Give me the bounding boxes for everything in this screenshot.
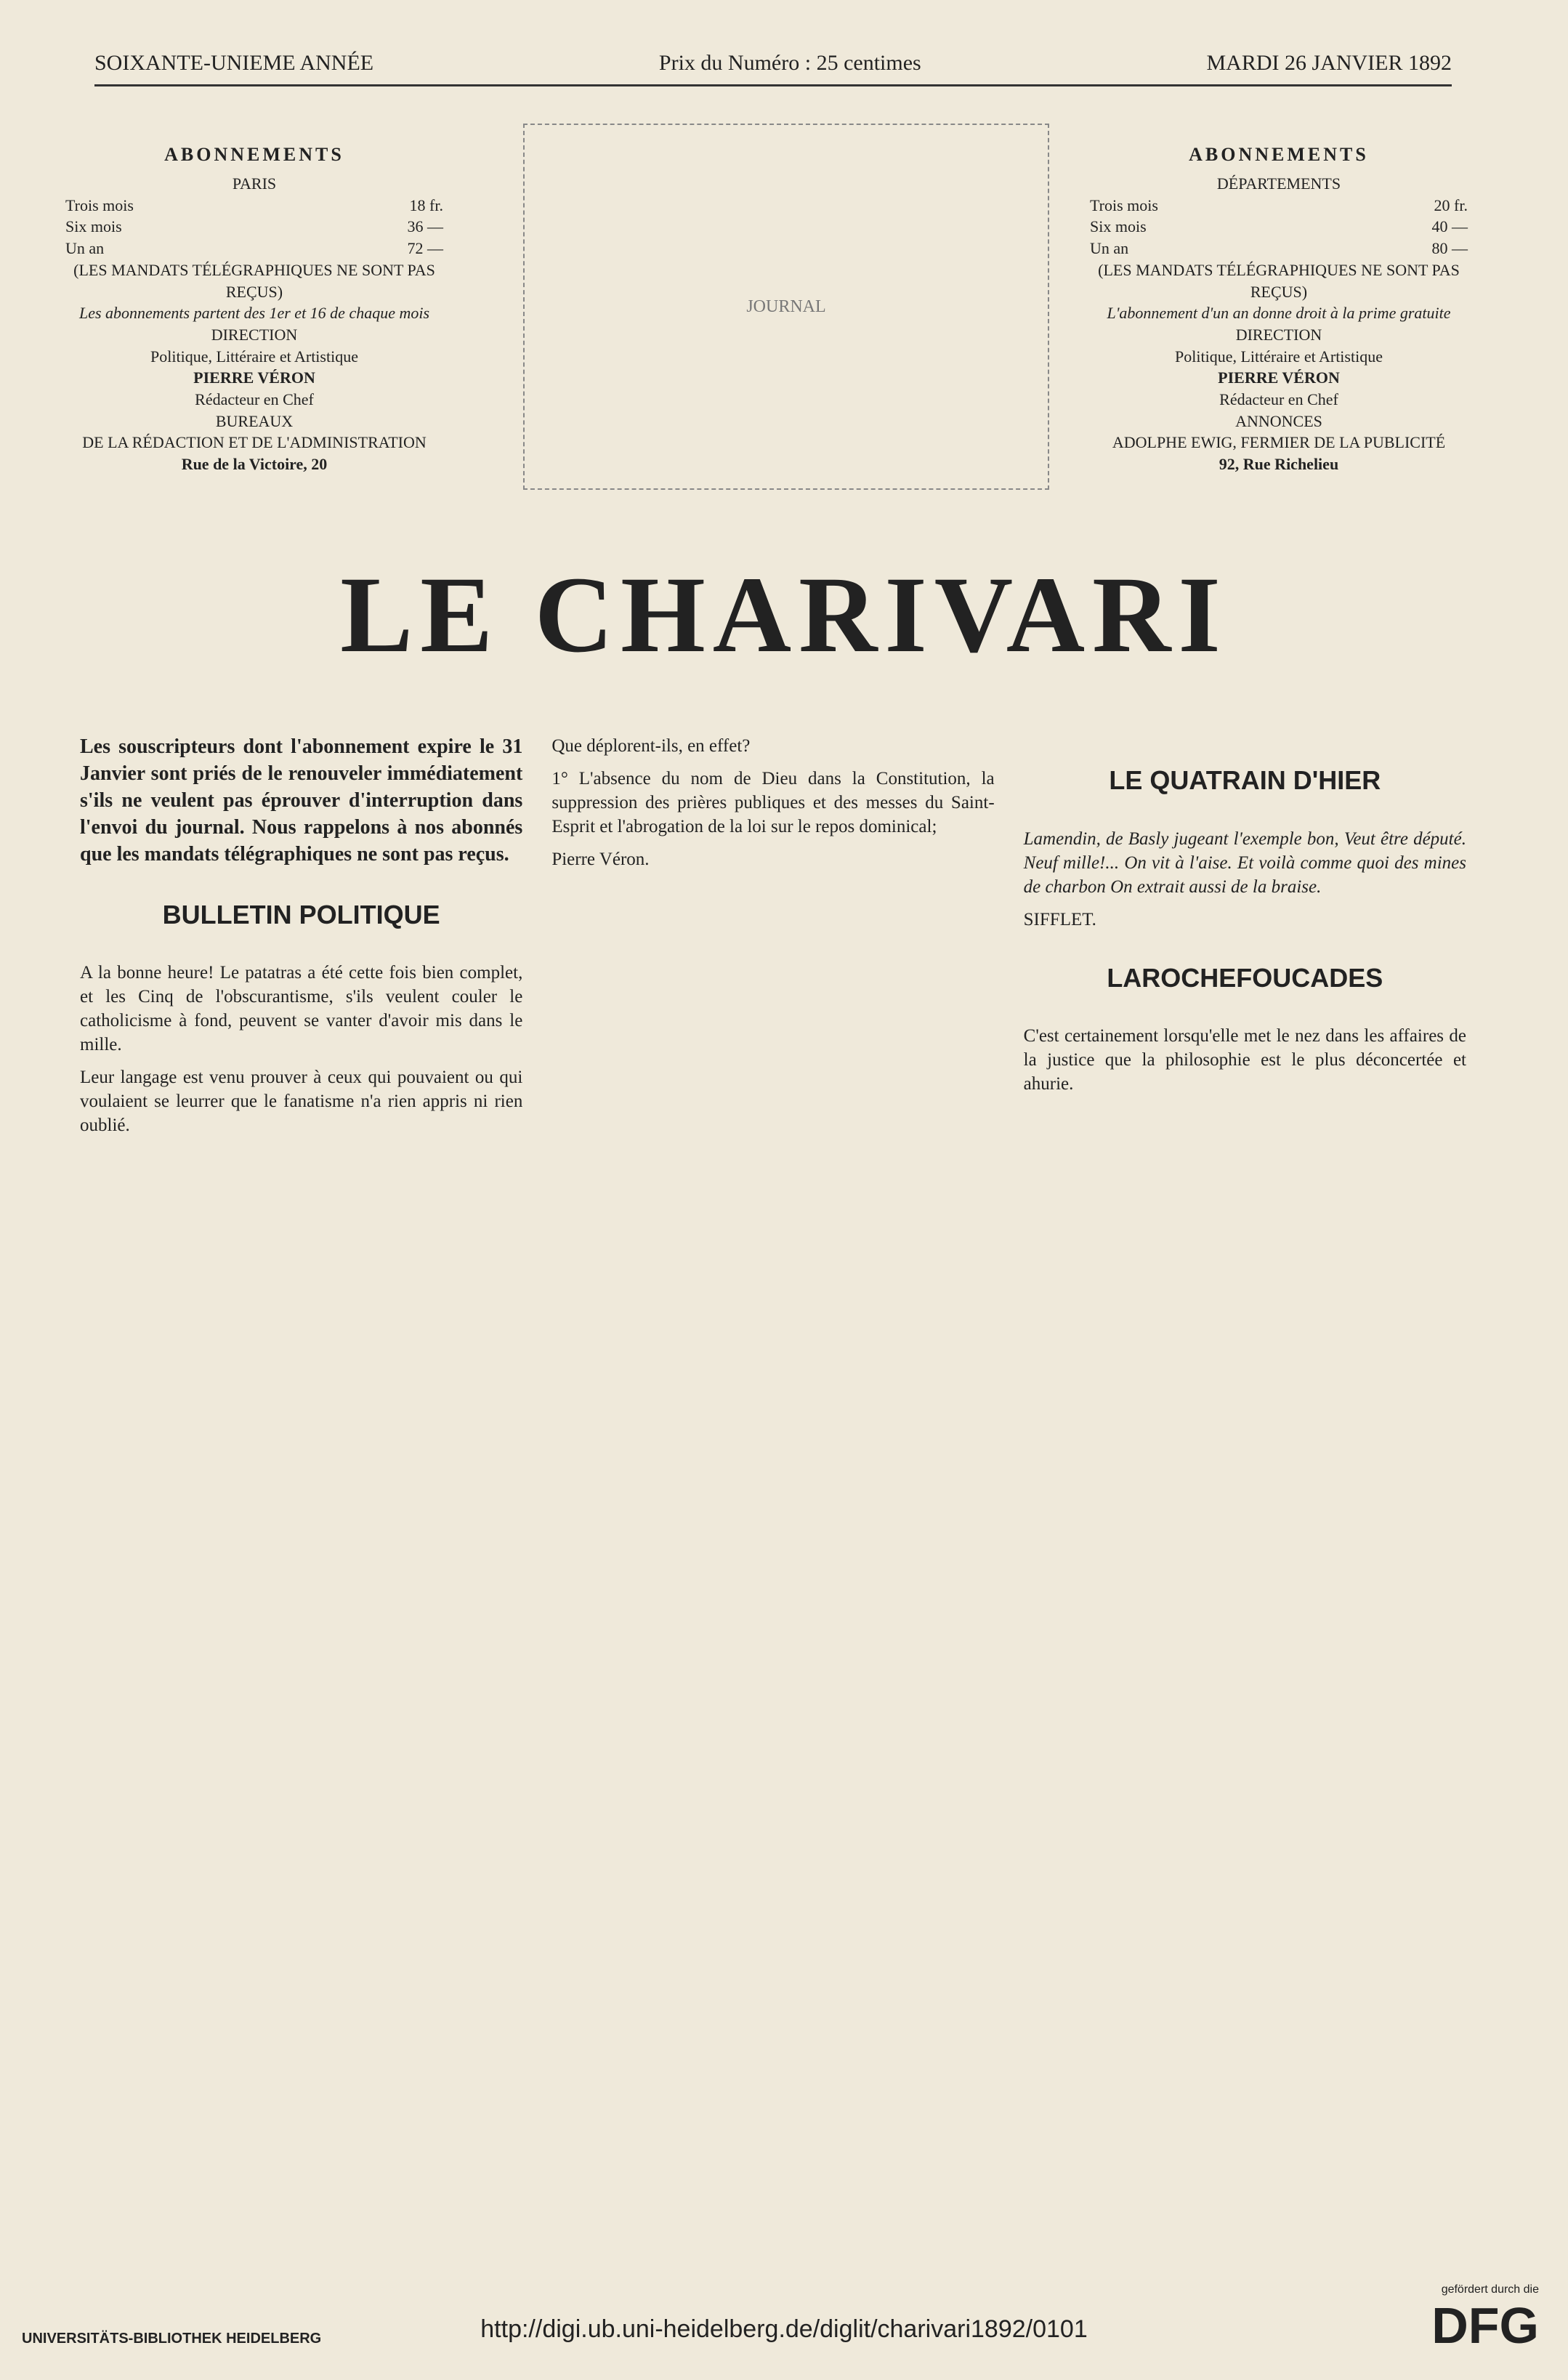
- column-middle: [551, 734, 994, 1146]
- box-note: (LES MANDATS TÉLÉGRAPHIQUES NE SONT PAS REÇUS): [1098, 260, 1460, 301]
- laro-title: LAROCHEFOUCADES: [1107, 962, 1383, 993]
- column-right: [1024, 734, 1466, 1146]
- box-heading: ABONNEMENTS: [164, 144, 344, 165]
- annonces-sub: ADOLPHE EWIG, FERMIER DE LA PUBLICITÉ: [1112, 433, 1446, 452]
- annonces: ANNONCES: [1235, 411, 1322, 430]
- row-label: Six mois: [1090, 217, 1147, 236]
- masthead-illustration: [523, 124, 1049, 490]
- paragraph: C'est certainement lorsqu'elle met le nez dans les affaires de la justice que la philosophie est le plus déconcertée et ahurie.: [1023, 1026, 1466, 1094]
- subscription-departements: [1090, 142, 1468, 475]
- box-note: (LES MANDATS TÉLÉGRAPHIQUES NE SONT PAS REÇUS): [73, 260, 435, 301]
- dfg-text: DFG: [1431, 2297, 1539, 2354]
- address: Rue de la Victoire, 20: [181, 455, 328, 474]
- row-price: 20 fr.: [1434, 195, 1468, 214]
- paragraph: Leur langage est venu prouver à ceux qui pouvaient ou qui voulaient se leurrer que le fanatisme n'a rien appris ni rien oublié.: [80, 1068, 523, 1136]
- paragraph: Que déplorent-ils, en effet?: [551, 736, 751, 756]
- bureaux: BUREAUX: [215, 411, 294, 430]
- direction: DIRECTION: [1235, 325, 1322, 344]
- row-price: 80 —: [1431, 239, 1468, 258]
- editor-name: PIERRE VÉRON: [193, 368, 315, 387]
- editor-role: Rédacteur en Chef: [1219, 390, 1338, 408]
- quatrain-text: Lamendin, de Basly jugeant l'exemple bon, Veut être député. Neuf mille!... On vit à l'aise. Et voilà comme quoi des mines de charbon On extrait aussi de la braise.: [1023, 828, 1466, 897]
- date-label: MARDI 26 JANVIER 1892: [1206, 51, 1452, 75]
- editor-role: Rédacteur en Chef: [195, 390, 314, 408]
- dfg-logo: [1431, 2283, 1539, 2355]
- subscription-paris: [65, 142, 443, 475]
- paragraph: 1° L'absence du nom de Dieu dans la Constitution, la suppression des prières publiques et des messes du Saint-Esprit et l'abrogation de la loi sur le repos dominical;: [551, 769, 995, 836]
- paragraph: A la bonne heure! Le patatras a été cette fois bien complet, et les Cinq de l'obscurantisme, s'ils veulent couler le catholicisme à fond, peuvent se vanter d'avoir mis dans le mille.: [80, 963, 523, 1055]
- box-note2: L'abonnement d'un an donne droit à la prime gratuite: [1107, 304, 1451, 323]
- row-label: Un an: [1090, 239, 1129, 258]
- row-label: Trois mois: [1090, 195, 1158, 214]
- library-logo: UNIVERSITÄTS-BIBLIOTHEK HEIDELBERG: [22, 2331, 322, 2347]
- direction: DIRECTION: [211, 325, 298, 344]
- direction-sub: Politique, Littéraire et Artistique: [1175, 347, 1383, 366]
- source-url[interactable]: http://digi.ub.uni-heidelberg.de/diglit/charivari1892/0101: [480, 2315, 1088, 2343]
- column-left: [80, 734, 522, 1146]
- box-sub: PARIS: [232, 174, 277, 193]
- box-heading: ABONNEMENTS: [1189, 144, 1369, 165]
- quatrain-title: LE QUATRAIN D'HIER: [1109, 765, 1381, 795]
- header-bar: [94, 51, 1452, 86]
- illustration-label: JOURNAL: [746, 297, 826, 316]
- direction-sub: Politique, Littéraire et Artistique: [150, 347, 358, 366]
- row-price: 18 fr.: [409, 195, 443, 214]
- signature: Pierre Véron.: [551, 850, 650, 869]
- bureaux-sub: DE LA RÉDACTION ET DE L'ADMINISTRATION: [82, 433, 427, 452]
- dfg-caption: gefördert durch die: [1441, 2283, 1539, 2296]
- price-label: Prix du Numéro : 25 centimes: [658, 51, 921, 75]
- row-label: Trois mois: [65, 195, 134, 214]
- row-label: Un an: [65, 239, 105, 258]
- signature: SIFFLET.: [1023, 909, 1096, 929]
- editor-name: PIERRE VÉRON: [1218, 368, 1340, 387]
- address: 92, Rue Richelieu: [1219, 455, 1339, 474]
- row-price: 36 —: [407, 217, 443, 236]
- subscription-notice: Les souscripteurs dont l'abonnement expire le 31 Janvier sont priés de le renouveler immédiatement s'ils ne veulent pas éprouver d'interruption dans l'envoi du journal. Nous rappelons à nos abonnés que les mandats télégraphiques ne sont pas reçus.: [80, 735, 523, 866]
- year-label: SOIXANTE-UNIEME ANNÉE: [94, 51, 374, 75]
- box-note2: Les abonnements partent des 1er et 16 de chaque mois: [78, 304, 430, 323]
- bulletin-title: BULLETIN POLITIQUE: [162, 899, 440, 929]
- row-price: 40 —: [1431, 217, 1468, 236]
- row-price: 72 —: [407, 239, 443, 258]
- box-sub: DÉPARTEMENTS: [1216, 174, 1341, 193]
- row-label: Six mois: [65, 217, 122, 236]
- article-columns: [80, 734, 1466, 1146]
- newspaper-title: LE CHARIVARI: [340, 554, 1228, 675]
